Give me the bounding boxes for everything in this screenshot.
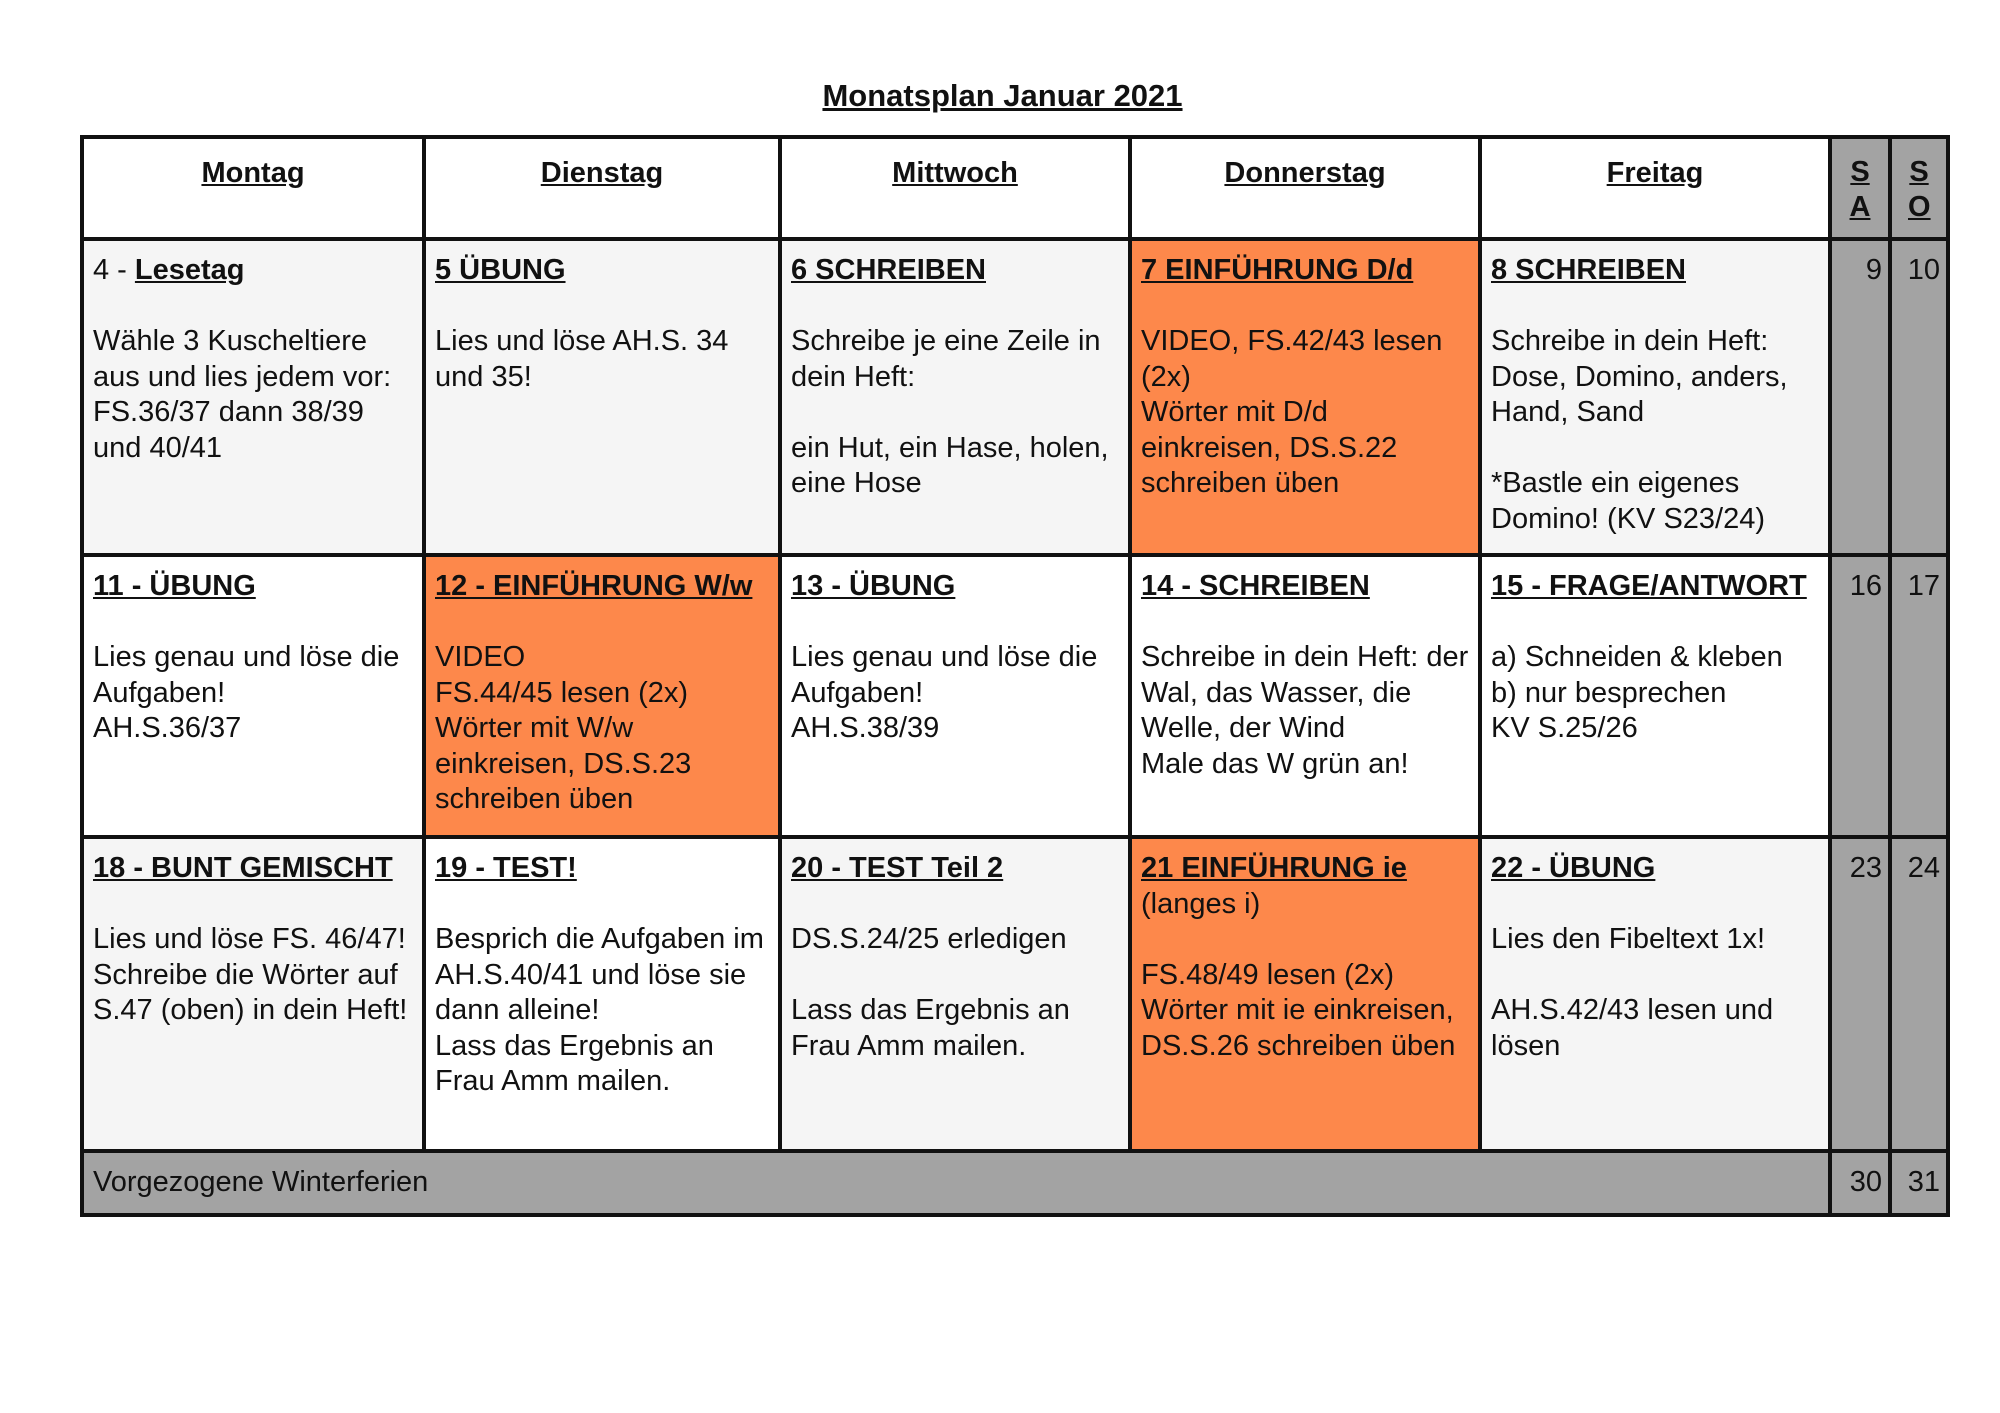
day-cell <box>424 239 780 555</box>
day-cell <box>780 837 1130 1151</box>
day-heading <box>93 569 414 605</box>
weekday-header: Dienstag <box>424 137 780 239</box>
day-cell <box>424 837 780 1151</box>
day-title: Lesetag <box>134 254 245 286</box>
header-row <box>82 137 1948 239</box>
saturday-cell <box>1830 555 1890 837</box>
day-task-text: Lies den Fibeltext 1x! AH.S.42/43 lesen und lösen <box>1491 923 1774 1062</box>
day-heading <box>435 569 770 605</box>
day-cell <box>1480 837 1830 1151</box>
date-number: 24 <box>1907 852 1940 884</box>
day-task-text: DS.S.24/25 erledigen Lass das Ergebnis an Frau Amm mailen. <box>791 923 1070 1062</box>
day-title: 14 - SCHREIBEN <box>1141 570 1370 602</box>
day-task-text: Lies genau und löse die Aufgaben! AH.S.38/39 <box>791 641 1098 744</box>
week-row <box>82 555 1948 837</box>
day-number: 4 - <box>93 254 135 286</box>
month-plan-table <box>80 135 1950 1217</box>
day-heading <box>1491 253 1820 289</box>
page-title: Monatsplan Januar 2021 <box>822 78 1183 113</box>
day-title: 6 SCHREIBEN <box>791 254 986 286</box>
sunday-cell <box>1890 1151 1948 1215</box>
day-task-text: Lies genau und löse die Aufgaben! AH.S.36/37 <box>93 641 400 744</box>
date-number: 16 <box>1849 570 1882 602</box>
day-heading <box>791 253 1120 289</box>
day-title: 12 - EINFÜHRUNG W/w <box>435 570 753 602</box>
week-row <box>82 837 1948 1151</box>
day-task-text: Schreibe in dein Heft: Dose, Domino, anders, Hand, Sand *Bastle ein eigenes Domino! (KV S23/24) <box>1491 325 1788 535</box>
weekday-header: Freitag <box>1480 137 1830 239</box>
day-task-text: Wähle 3 Kuscheltiere aus und lies jedem vor: FS.36/37 dann 38/39 und 40/41 <box>93 325 392 464</box>
day-cell <box>780 239 1130 555</box>
day-title: 18 - BUNT GEMISCHT <box>93 852 393 884</box>
saturday-header: SA <box>1830 137 1890 239</box>
sunday-cell <box>1890 555 1948 837</box>
day-cell <box>1480 555 1830 837</box>
day-title: 20 - TEST Teil 2 <box>791 852 1004 884</box>
day-title: 22 - ÜBUNG <box>1491 852 1656 884</box>
day-heading <box>1141 569 1470 605</box>
day-task-text: VIDEO FS.44/45 lesen (2x) Wörter mit W/w einkreisen, DS.S.23 schreiben üben <box>435 641 692 815</box>
day-heading <box>1141 253 1470 289</box>
day-task-text: Lies und löse AH.S. 34 und 35! <box>435 325 729 393</box>
day-heading <box>1141 851 1470 887</box>
day-task-text: Lies und löse FS. 46/47! Schreibe die Wörter auf S.47 (oben) in dein Heft! <box>93 923 408 1026</box>
day-title: 15 - FRAGE/ANTWORT <box>1491 570 1807 602</box>
day-heading <box>93 851 414 887</box>
day-task-text: (langes i) FS.48/49 lesen (2x) Wörter mit ie einkreisen, DS.S.26 schreiben üben <box>1141 887 1456 1062</box>
day-cell <box>1480 239 1830 555</box>
date-number: 30 <box>1849 1166 1882 1198</box>
day-title: 5 ÜBUNG <box>435 254 566 286</box>
day-title: 21 EINFÜHRUNG ie <box>1141 852 1407 884</box>
day-cell <box>82 555 424 837</box>
date-number: 9 <box>1865 254 1882 286</box>
saturday-cell <box>1830 239 1890 555</box>
day-heading <box>435 851 770 887</box>
day-heading <box>1491 851 1820 887</box>
day-cell <box>1130 555 1480 837</box>
day-title: 13 - ÜBUNG <box>791 570 956 602</box>
day-cell <box>780 555 1130 837</box>
sunday-header: SO <box>1890 137 1948 239</box>
holiday-label: Vorgezogene Winterferien <box>93 1166 429 1198</box>
day-task-text: VIDEO, FS.42/43 lesen (2x) Wörter mit D/d einkreisen, DS.S.22 schreiben üben <box>1141 325 1443 499</box>
weekday-header: Mittwoch <box>780 137 1130 239</box>
day-cell <box>82 837 424 1151</box>
saturday-cell <box>1830 837 1890 1151</box>
day-heading <box>791 851 1120 887</box>
date-number: 23 <box>1849 852 1882 884</box>
sunday-cell <box>1890 239 1948 555</box>
day-heading <box>93 253 414 289</box>
day-task-text: Besprich die Aufgaben im AH.S.40/41 und löse sie dann alleine! Lass das Ergebnis an Frau Amm mailen. <box>435 923 764 1097</box>
sunday-cell <box>1890 837 1948 1151</box>
holiday-row <box>82 1151 1948 1215</box>
day-title: 11 - ÜBUNG <box>93 570 256 602</box>
weekday-header: Donnerstag <box>1130 137 1480 239</box>
weekday-header: Montag <box>82 137 424 239</box>
date-number: 31 <box>1907 1166 1940 1198</box>
day-cell <box>1130 837 1480 1151</box>
day-heading <box>1491 569 1820 605</box>
day-cell <box>1130 239 1480 555</box>
day-task-text: Schreibe in dein Heft: der Wal, das Wasser, die Welle, der Wind Male das W grün an! <box>1141 641 1469 780</box>
day-heading <box>791 569 1120 605</box>
day-cell <box>82 239 424 555</box>
week-row <box>82 239 1948 555</box>
day-cell <box>424 555 780 837</box>
saturday-cell <box>1830 1151 1890 1215</box>
day-title: 8 SCHREIBEN <box>1491 254 1686 286</box>
day-heading <box>435 253 770 289</box>
day-title: 7 EINFÜHRUNG D/d <box>1141 254 1414 286</box>
day-title: 19 - TEST! <box>435 852 577 884</box>
day-task-text: a) Schneiden & kleben b) nur besprechen KV S.25/26 <box>1491 641 1783 744</box>
date-number: 17 <box>1907 570 1940 602</box>
day-task-text: Schreibe je eine Zeile in dein Heft: ein Hut, ein Hase, holen, eine Hose <box>791 325 1109 499</box>
winter-holidays-cell <box>82 1151 1830 1215</box>
date-number: 10 <box>1907 254 1940 286</box>
